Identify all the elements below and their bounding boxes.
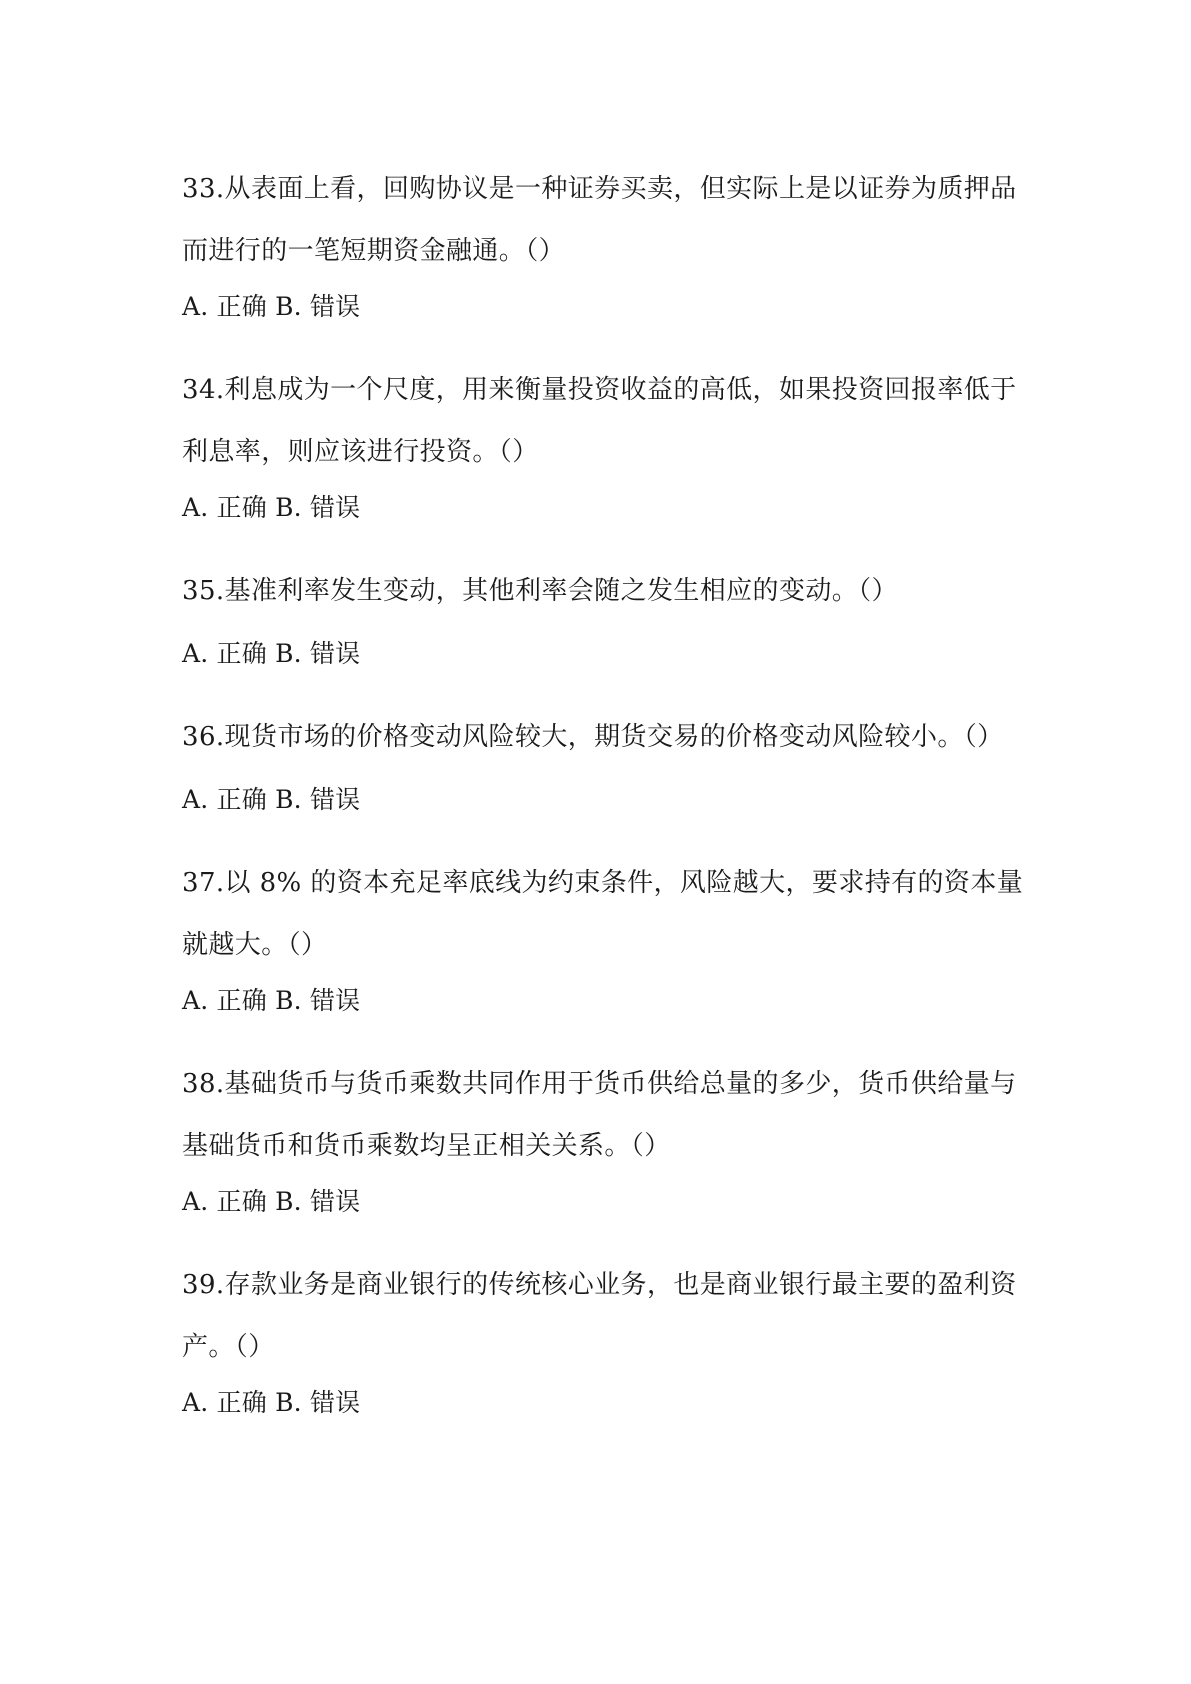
question-38-text-line-2: 基础货币和货币乘数均呈正相关关系。（）	[182, 1131, 671, 1161]
question-39-options: A. 正确 B. 错误	[182, 1388, 361, 1417]
question-34-text-line-2: 利息率，则应该进行投资。（）	[182, 437, 539, 467]
question-37-options: A. 正确 B. 错误	[182, 986, 361, 1015]
question-39-text-line-1: 39.存款业务是商业银行的传统核心业务，也是商业银行最主要的盈利资	[182, 1270, 1017, 1300]
question-33-text-line-1: 33.从表面上看，回购协议是一种证券买卖，但实际上是以证券为质押品	[182, 174, 1017, 204]
question-37-text-line-2: 就越大。（）	[182, 930, 328, 960]
question-38-text-line-1: 38.基础货币与货币乘数共同作用于货币供给总量的多少，货币供给量与	[182, 1069, 1017, 1099]
question-34-options: A. 正确 B. 错误	[182, 493, 361, 522]
question-33-text-line-2: 而进行的一笔短期资金融通。（）	[182, 236, 566, 266]
question-38-options: A. 正确 B. 错误	[182, 1187, 361, 1216]
question-35-options: A. 正确 B. 错误	[182, 639, 361, 668]
question-33-options: A. 正确 B. 错误	[182, 292, 361, 321]
question-36-text-line-1: 36.现货市场的价格变动风险较大，期货交易的价格变动风险较小。（）	[182, 722, 1004, 752]
question-34-text-line-1: 34.利息成为一个尺度，用来衡量投资收益的高低，如果投资回报率低于	[182, 375, 1017, 405]
question-36-options: A. 正确 B. 错误	[182, 785, 361, 814]
question-35-text-line-1: 35.基准利率发生变动，其他利率会随之发生相应的变动。（）	[182, 576, 898, 606]
question-37-text-line-1: 37.以 8% 的资本充足率底线为约束条件，风险越大，要求持有的资本量	[182, 868, 1024, 898]
question-39-text-line-2: 产。（）	[182, 1332, 275, 1362]
